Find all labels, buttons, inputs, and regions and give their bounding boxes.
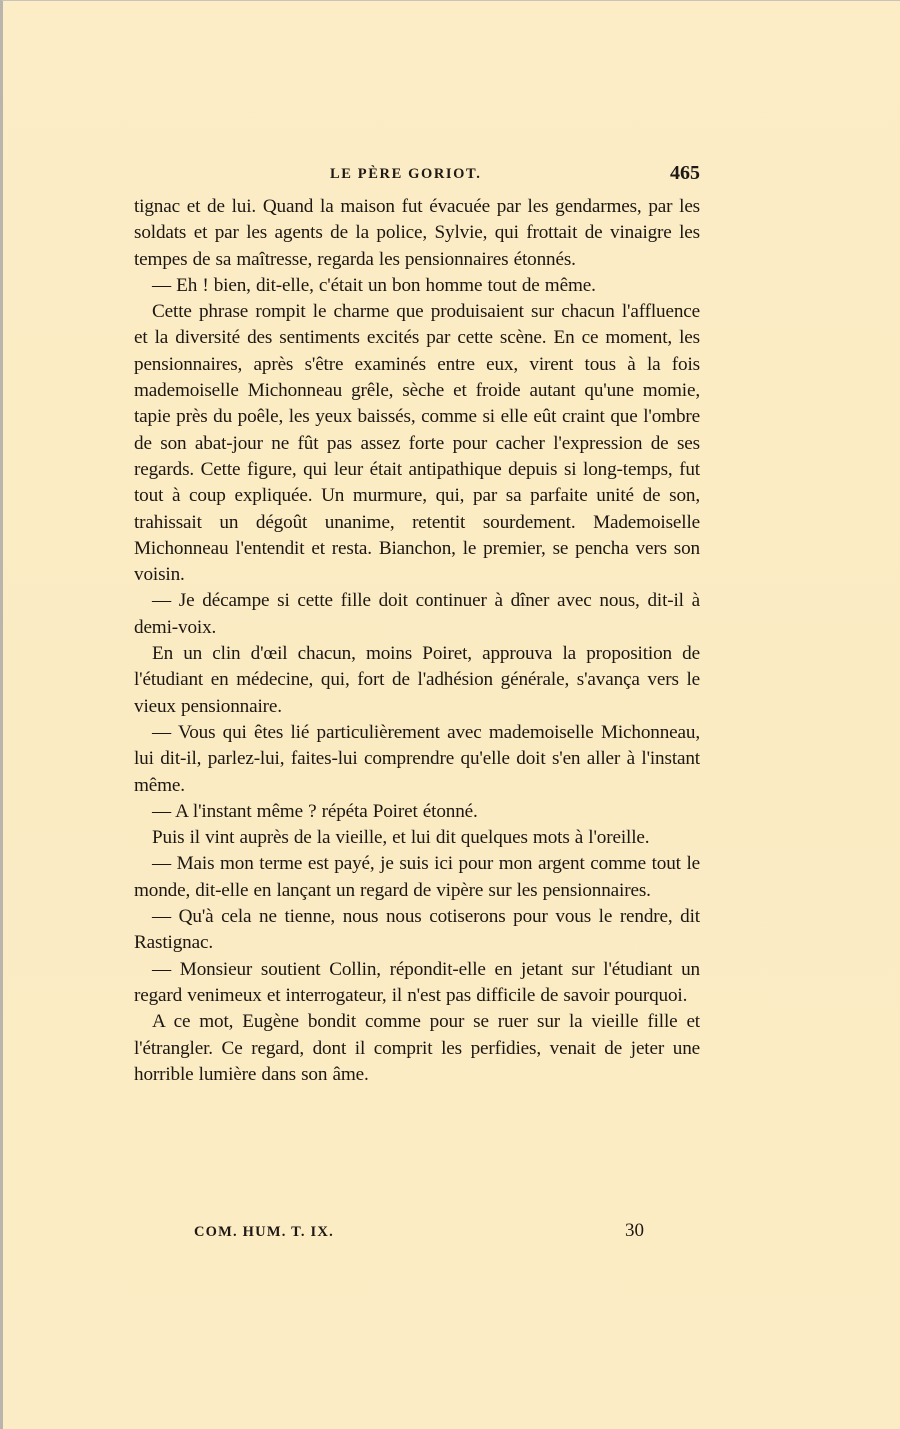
running-head (134, 162, 700, 186)
paragraph: — Vous qui êtes lié particulièrement avec mademoiselle Michonneau, lui dit-il, parlez-lui, faites-lui comprendre qu'elle doit s'en aller à l'instant même. (134, 721, 700, 796)
paragraph: En un clin d'œil chacun, moins Poiret, approuva la proposition de l'étudiant en médecine, qui, fort de l'adhésion générale, s'avança vers le vieux pensionnaire. (134, 643, 700, 717)
sheet-number: 30 (625, 1220, 644, 1241)
paragraph: — Qu'à cela ne tienne, nous nous cotiserons pour vous le rendre, dit Rastignac. (134, 906, 700, 954)
paragraph: — A l'instant même ? répéta Poiret étonné. (152, 800, 478, 822)
page-footer (134, 1220, 700, 1246)
page-number: 465 (670, 162, 700, 184)
paragraph: Cette phrase rompit le charme que produisaient sur chacun l'affluence et la diversité des sentiments excités par cette scène. En ce moment, les pensionnaires, après s'être examinés entre eux, virent tous à la fois mademoiselle Michonneau grêle, sèche et froide autant qu'une momie, tapie près du poêle, les yeux baissés, comme si elle eût craint que l'ombre de son abat-jour ne fût pas assez forte pour cacher l'expression de ses regards. Cette figure, qui leur était antipathique depuis si long-temps, fut tout à coup expliquée. Un murmure, qui, par sa parfaite unité de son, trahissait un dégoût unanime, retentit sourdement. Mademoiselle Michonneau l'entendit et resta. Bianchon, le premier, se pencha vers son voisin. (134, 301, 700, 586)
paragraph: — Monsieur soutient Collin, répondit-elle en jetant sur l'étudiant un regard venimeux et interrogateur, il n'est pas difficile de savoir pourquoi. (134, 958, 700, 1006)
paragraph: — Eh ! bien, dit-elle, c'était un bon homme tout de même. (152, 274, 596, 296)
signature-mark: COM. HUM. T. IX. (194, 1224, 334, 1240)
paragraph: Puis il vint auprès de la vieille, et lui dit quelques mots à l'oreille. (152, 827, 650, 849)
paragraph: A ce mot, Eugène bondit comme pour se ruer sur la vieille fille et l'étrangler. Ce regard, dont il comprit les perfidies, venait de jeter une horrible lumière dans son âme. (134, 1011, 700, 1085)
running-title: LE PÈRE GORIOT. (330, 166, 482, 182)
paragraph: — Je décampe si cette fille doit continuer à dîner avec nous, dit-il à demi-voix. (134, 590, 700, 638)
paragraph: — Mais mon terme est payé, je suis ici pour mon argent comme tout le monde, dit-elle en lançant un regard de vipère sur les pensionnaires. (134, 853, 700, 901)
paragraph: tignac et de lui. Quand la maison fut évacuée par les gendarmes, par les soldats et par les agents de la police, Sylvie, qui frottait de vinaigre les tempes de sa maîtresse, regarda les pensionnaires étonnés. (134, 196, 700, 270)
body-text (134, 194, 700, 1088)
